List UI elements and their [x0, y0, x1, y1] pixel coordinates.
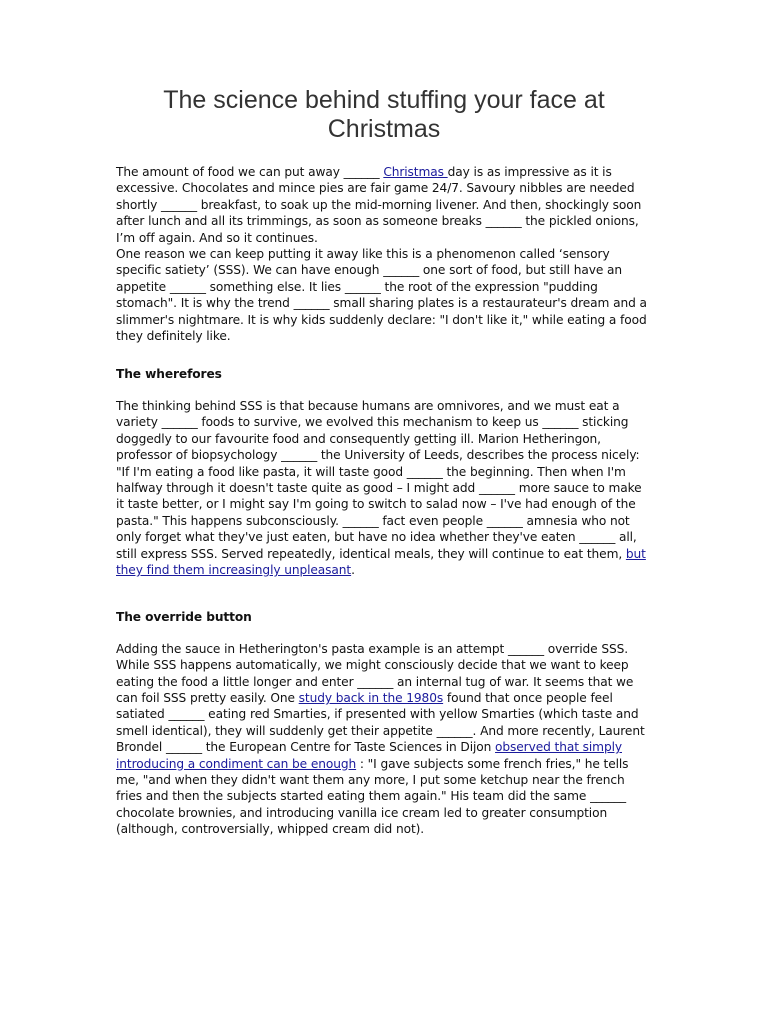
increasingly-unpleasant-link[interactable]: but they find them increasingly unpleasant — [116, 546, 646, 577]
wherefores-paragraph — [116, 398, 652, 578]
spacer — [116, 383, 652, 398]
text-run: The thinking behind SSS is that because humans are omnivores, and we must eat a variety ______ foods to survive, we evolved this mechanism to keep us ______ sticking doggedly to our favourite food and consequently getting ill. Marion Hetheringon, professor of biopsychology ______ the University of Leeds, describes the process nicely: "If I'm eating a food like pasta, it will taste good ______ the beginning. Then when I'm halfway through it doesn't taste quite as good – I might add ______ more sauce to make it taste better, or I might say I'm going to switch to salad now – I've had enough of the pasta." This happens subconsciously. ______ fact even people ______ amnesia who not only forget what they've just eaten, but have no idea whether they've eaten ______ all, still express SSS. Served repeatedly, identical meals, they will continue to eat them, — [116, 398, 642, 561]
page-title: The science behind stuffing your face at Christmas — [163, 86, 605, 143]
text-run: The amount of food we can put away ______ — [116, 165, 384, 179]
study-1980s-link[interactable]: study back in the 1980s — [298, 690, 444, 705]
document-page — [116, 86, 652, 838]
text-run: . — [351, 562, 355, 577]
spacer — [116, 578, 652, 609]
intro-paragraph-2: One reason we can keep putting it away like this is a phenomenon called ‘sensory specific satiety’ (SSS). We can have enough ______ one sort of food, but still have an appetite ______ something else. It lies ______ the root of the expression "pudding stomach". It is why the trend ______ small sharing plates is a restaurateur's dream and a slimmer's nightmare. It is why kids suddenly declare: "I don't like it," while eating a food they definitely like. — [116, 247, 647, 344]
override-paragraph — [116, 641, 652, 838]
text-run: day is as impressive as it is excessive. Chocolates and mince pies are fair game 24/7. Savoury nibbles are needed shortly ______ breakfast, to soak up the mid-morning livener. And then, shockingly soon after lunch and all its trimmings, as soon as someone breaks ______ the pickled onions, I’m off again. And so it continues. — [116, 165, 642, 245]
intro-paragraph-1 — [116, 164, 652, 246]
section-heading-override-button: The override button — [116, 610, 252, 625]
spacer — [116, 626, 652, 641]
text-run: : "I gave subjects some french fries," he tells me, "and when they didn't want them any more, I put some ketchup near the french fries and then the subjects started eating them again." His team did the same ______ chocolate brownies, and introducing vanilla ice cream led to greater consumption (although, controversially, whipped cream did not). — [116, 756, 629, 837]
condiment-study-link[interactable]: observed that simply introducing a condiment can be enough — [116, 740, 622, 771]
text-run: found that once people feel satiated ______ eating red Smarties, if presented with yellow Smarties (which taste and smell identical), they will suddenly get their appetite ______. And more recently, Laurent Brondel ______ the European Centre for Taste Sciences in Dijon — [116, 690, 645, 755]
section-heading-wherefores: The wherefores — [116, 367, 222, 382]
text-run: Adding the sauce in Hetherington's pasta example is an attempt ______ override SSS. While SSS happens automatically, we might consciously decide that we want to keep eating the food a little longer and enter ______ an internal tug of war. It seems that we can foil SSS pretty easily. One — [116, 641, 634, 705]
spacer — [116, 344, 652, 366]
christmas-link[interactable]: Christmas — [383, 165, 448, 179]
